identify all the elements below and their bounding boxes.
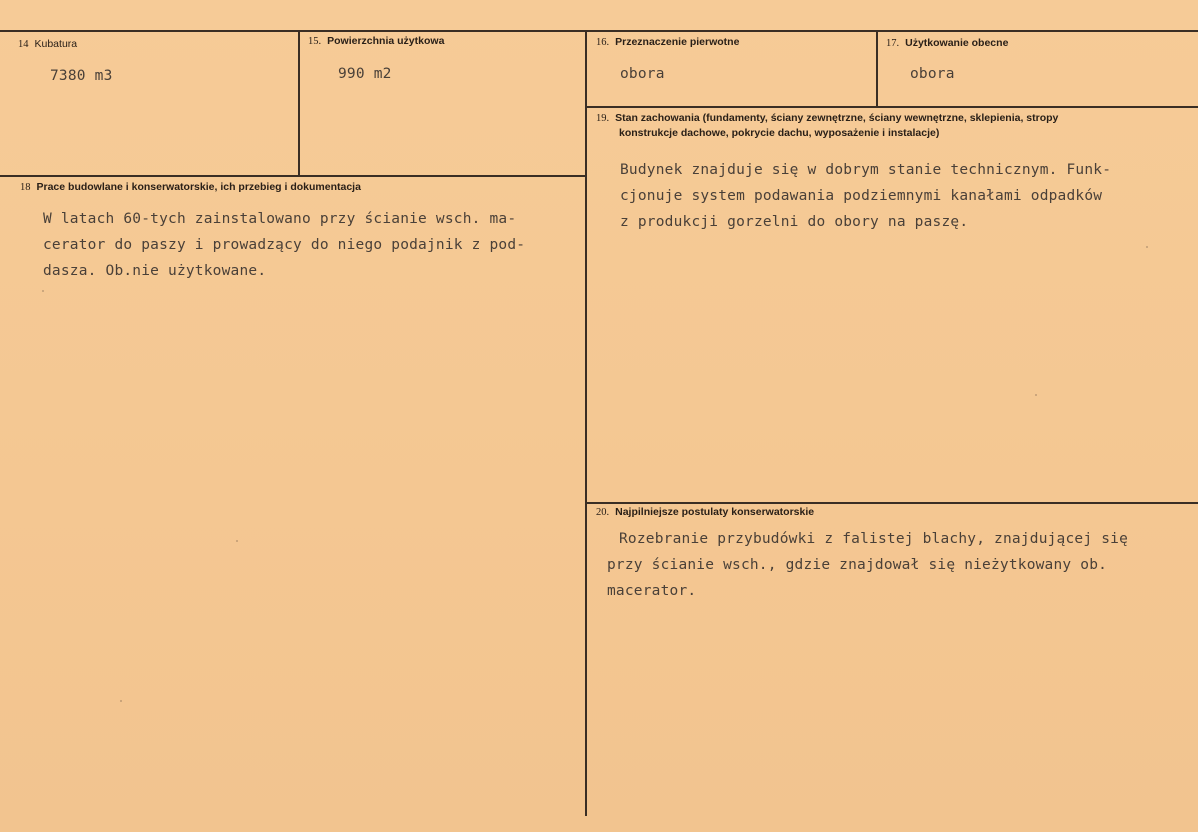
rule-under-14-15 bbox=[0, 175, 587, 177]
field-17-number: 17. bbox=[886, 38, 900, 49]
field-15-value: 990 m2 bbox=[338, 66, 392, 82]
field-18-line: W latach 60-tych zainstalowano przy ścianie wsch. ma- bbox=[43, 211, 517, 227]
field-18-line: dasza. Ob.nie użytkowane. bbox=[43, 263, 267, 279]
field-19-text bbox=[620, 157, 1111, 235]
field-19-line: z produkcji gorzelni do obory na paszę. bbox=[620, 214, 969, 230]
paper-speck bbox=[120, 700, 122, 702]
field-15-title: Powierzchnia użytkowa bbox=[327, 35, 445, 47]
field-16-value: obora bbox=[620, 66, 665, 82]
field-19-number: 19. bbox=[596, 113, 610, 124]
field-18-label bbox=[20, 180, 361, 195]
paper-speck bbox=[236, 540, 238, 542]
divider-15-16 bbox=[585, 30, 587, 816]
paper-speck bbox=[1146, 246, 1148, 248]
paper-speck bbox=[1035, 394, 1037, 396]
field-20-number: 20. bbox=[596, 507, 610, 518]
field-18-title: Prace budowlane i konserwatorskie, ich przebieg i dokumentacja bbox=[36, 181, 361, 193]
field-19-title-line1: Stan zachowania (fundamenty, ściany zewnętrzne, ściany wewnętrzne, sklepienia, stropy bbox=[615, 112, 1059, 124]
top-rule bbox=[0, 30, 1198, 32]
field-20-title: Najpilniejsze postulaty konserwatorskie bbox=[615, 506, 815, 518]
field-14-value: 7380 m3 bbox=[50, 68, 113, 84]
field-16-label bbox=[596, 35, 739, 50]
divider-14-15 bbox=[298, 30, 300, 175]
field-14-title: Kubatura bbox=[34, 38, 78, 50]
field-20-label bbox=[596, 505, 814, 520]
field-16-title: Przeznaczenie pierwotne bbox=[615, 36, 740, 48]
field-17-value: obora bbox=[910, 66, 955, 82]
field-19-line: cjonuje system podawania podziemnymi kanałami odpadków bbox=[620, 188, 1103, 204]
field-17-label bbox=[886, 36, 1008, 51]
paper-speck bbox=[42, 290, 44, 292]
field-14-label bbox=[18, 37, 77, 52]
field-19-line: Budynek znajduje się w dobrym stanie technicznym. Funk- bbox=[620, 162, 1112, 178]
rule-under-16-17 bbox=[585, 106, 1198, 108]
field-19-label bbox=[596, 111, 1058, 140]
field-17-title: Użytkowanie obecne bbox=[905, 37, 1009, 49]
field-20-line: przy ścianie wsch., gdzie znajdował się nieżytkowany ob. bbox=[607, 557, 1108, 573]
field-15-label bbox=[308, 34, 444, 49]
field-20-line: Rozebranie przybudówki z falistej blachy, znajdującej się bbox=[619, 531, 1128, 547]
divider-16-17 bbox=[876, 30, 878, 106]
field-15-number: 15. bbox=[308, 36, 322, 47]
rule-under-19 bbox=[585, 502, 1198, 504]
field-16-number: 16. bbox=[596, 37, 610, 48]
field-20-line: macerator. bbox=[607, 583, 697, 599]
field-18-number: 18 bbox=[20, 182, 31, 193]
field-18-line: cerator do paszy i prowadzący do niego podajnik z pod- bbox=[43, 237, 526, 253]
field-18-text bbox=[43, 206, 525, 284]
field-19-title-line2: konstrukcje dachowe, pokrycie dachu, wyposażenie i instalacje) bbox=[619, 127, 940, 139]
field-14-number: 14 bbox=[18, 39, 29, 50]
field-20-text bbox=[607, 526, 1128, 604]
